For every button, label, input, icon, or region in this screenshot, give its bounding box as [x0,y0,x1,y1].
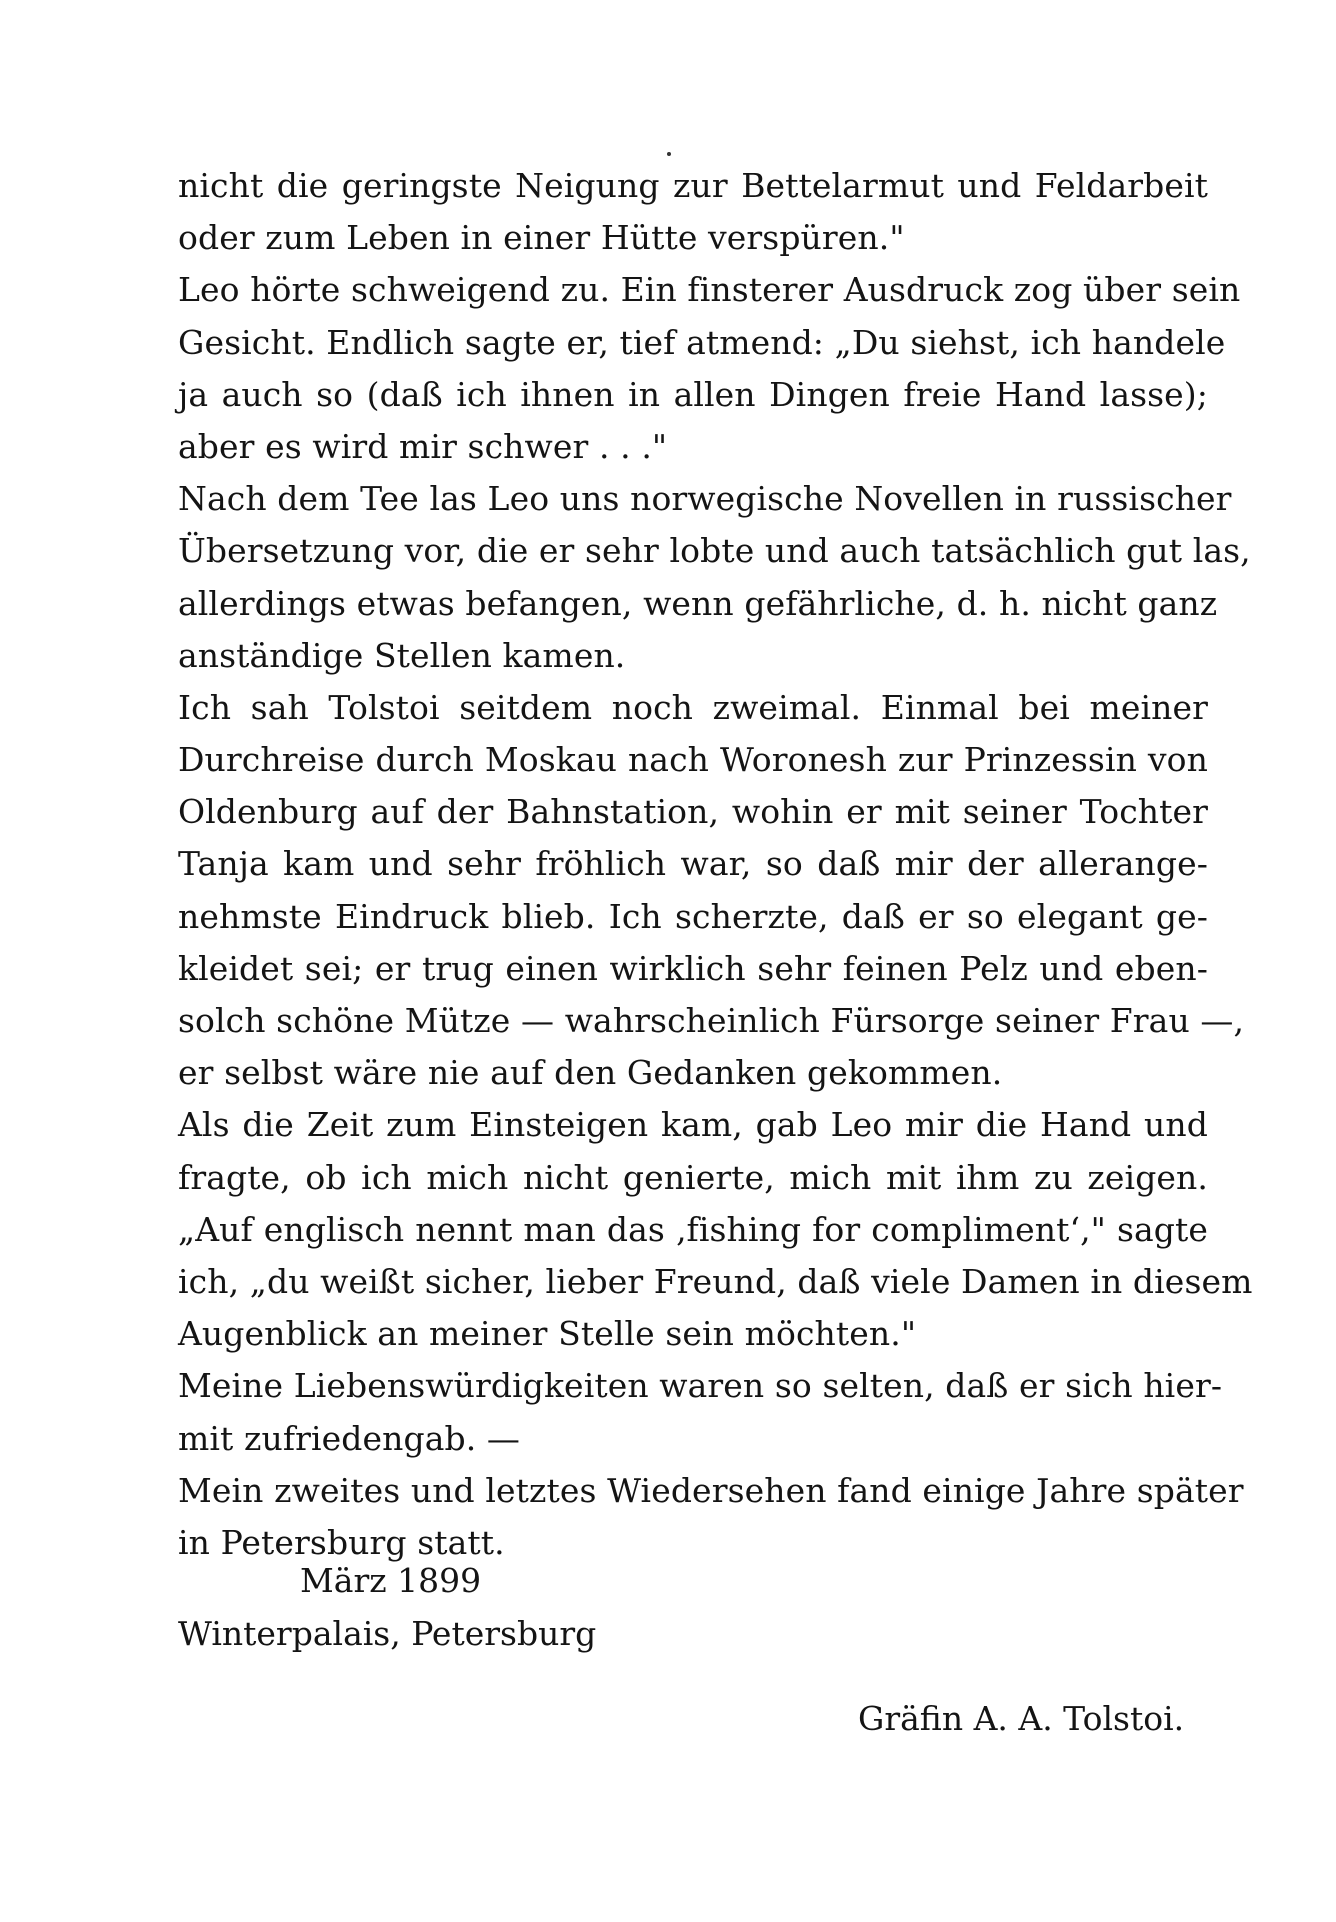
text-line: Durchreise durch Moskau nach Woronesh zur Prinzessin von [178,740,1208,780]
text-line: Übersetzung vor, die er sehr lobte und auch tatsächlich gut las, [178,531,1251,571]
text-line: nicht die geringste Neigung zur Bettelarmut und Feldarbeit [178,166,1208,205]
text-line: Leo hörte schweigend zu. Ein finsterer Ausdruck zog über sein [178,270,1241,310]
text-line: ja auch so (daß ich ihnen in allen Dingen freie Hand lasse); [178,374,1208,414]
text-line: solch schöne Mütze — wahrscheinlich Fürsorge seiner Frau —, [178,1001,1245,1040]
text-line: in Petersburg statt. [178,1522,505,1562]
text-line: Augenblick an meiner Stelle sein möchten." [178,1314,917,1354]
text-line: mit zufriedengab. — [178,1418,521,1458]
text-line: kleidet sei; er trug einen wirklich sehr feinen Pelz und eben- [178,948,1208,988]
place-line: Winterpalais, Petersburg [178,1614,597,1653]
text-line: oder zum Leben in einer Hütte verspüren." [178,218,905,258]
text-line: Meine Liebenswürdigkeiten waren so selten, daß er sich hier- [178,1366,1223,1406]
text-line: Tanja kam und sehr fröhlich war, so daß mir der allerange- [178,844,1208,884]
text-line: anständige Stellen kamen. [178,635,626,675]
text-line: Gesicht. Endlich sagte er, tief atmend: „Du siehst, ich handele [178,322,1226,362]
dateline: März 1899 [300,1561,482,1600]
text-line: Ich sah Tolstoi seitdem noch zweimal. Einmal bei meiner [178,687,1208,727]
text-line: ich, „du weißt sicher, lieber Freund, daß viele Damen in diesem [178,1261,1253,1301]
body-text [178,160,1253,1569]
text-line: Mein zweites und letztes Wiedersehen fand einige Jahre später [178,1470,1244,1510]
signature: Gräfin A. A. Tolstoi. [858,1699,1185,1738]
text-line: „Auf englisch nennt man das ‚fishing for compliment‘," sagte [178,1209,1208,1249]
text-line: er selbst wäre nie auf den Gedanken gekommen. [178,1053,1003,1093]
text-line: fragte, ob ich mich nicht genierte, mich mit ihm zu zeigen. [178,1157,1208,1197]
text-line: aber es wird mir schwer . . ." [178,426,668,466]
text-line: Nach dem Tee las Leo uns norwegische Novellen in russischer [178,479,1232,519]
print-speck [667,152,671,156]
text-line: Als die Zeit zum Einsteigen kam, gab Leo mir die Hand und [178,1105,1208,1145]
text-line: allerdings etwas befangen, wenn gefährliche, d. h. nicht ganz [178,583,1218,623]
text-line: nehmste Eindruck blieb. Ich scherzte, daß er so elegant ge- [178,896,1208,936]
text-line: Oldenburg auf der Bahnstation, wohin er mit seiner Tochter [178,792,1208,832]
